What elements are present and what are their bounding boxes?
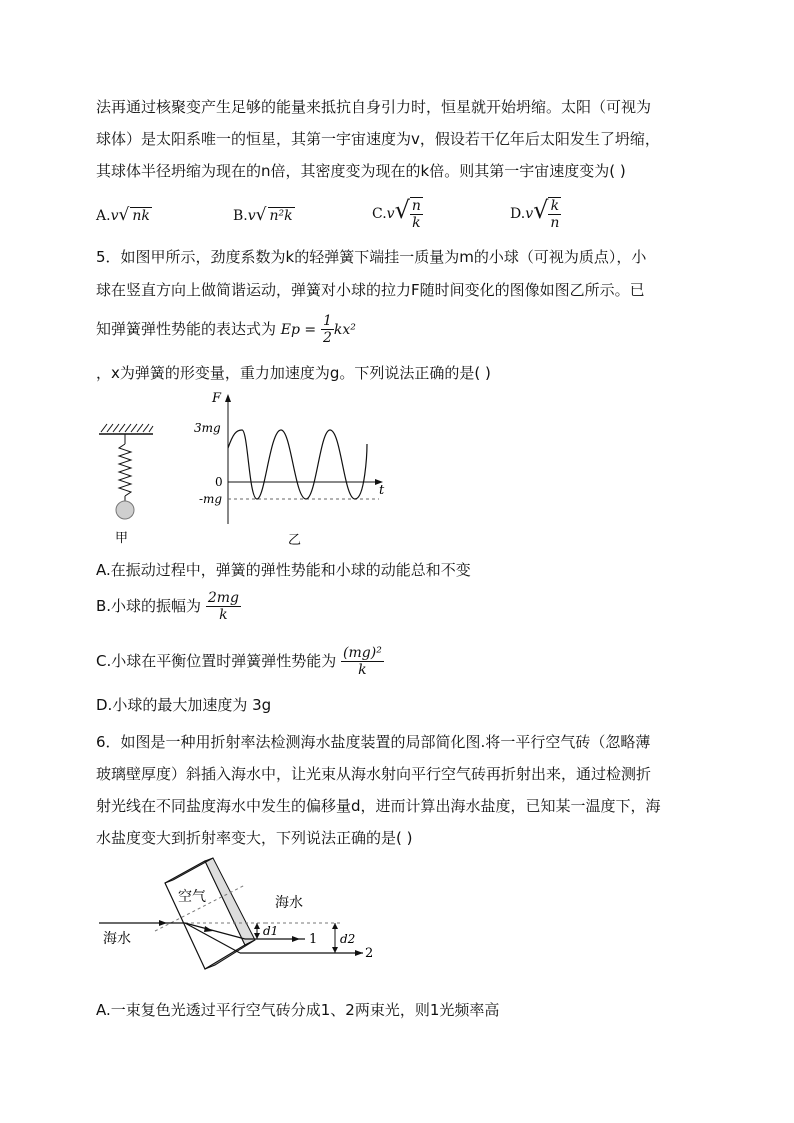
seawater-right-label: 海水 xyxy=(275,895,303,911)
q4-option-a[interactable]: A.v√ nk xyxy=(96,205,150,225)
q6-text-line-2: 玻璃壁厚度）斜插入海水中，让光束从海水射向平行空气砖再折射出来，通过检测折 xyxy=(96,765,652,783)
d1-label: d1 xyxy=(263,924,279,938)
q5-text-line-1: 5．如图甲所示，劲度系数为k的轻弹簧下端挂一质量为m的小球（可视为质点），小 xyxy=(96,248,647,266)
q5-text-line-3: 知弹簧弹性势能的表达式为 Ep = $\frac{1}{2}$ kx² xyxy=(96,313,356,346)
air-label: 空气 xyxy=(178,889,206,905)
d2-label: d2 xyxy=(340,932,356,946)
air-brick xyxy=(165,858,255,969)
ray-1-label: 1 xyxy=(309,932,318,947)
spring-ball-diagram xyxy=(99,424,153,519)
force-time-graph xyxy=(225,394,383,524)
q6-text-line-4: 水盐度变大到折射率变大，下列说法正确的是( ) xyxy=(96,829,413,847)
figure-yi-label: 乙 xyxy=(288,533,302,548)
elastic-energy-formula-lhs: Ep = xyxy=(280,322,317,338)
q5-option-b[interactable]: B.小球的振幅为 $\frac{2mg}{k}$ xyxy=(96,590,239,623)
q5-option-d[interactable]: D.小球的最大加速度为 3g xyxy=(96,696,272,714)
q6-option-a[interactable]: A.一束复色光透过平行空气砖分成1、2两束光，则1光频率高 xyxy=(96,1001,500,1019)
q6-text-line-1: 6．如图是一种用折射率法检测海水盐度装置的局部简化图.将一平行空气砖（忽略薄 xyxy=(96,733,651,751)
q6-text-line-3: 射光线在不同盐度海水中发生的偏移量d，进而计算出海水盐度，已知某一温度下，海 xyxy=(96,797,661,815)
q5-text-line-4: ，x为弹簧的形变量，重力加速度为g。下列说法正确的是( ) xyxy=(96,364,491,382)
q4-text-line-2: 球体）是太阳系唯一的恒星，其第一宇宙速度为v，假设若干亿年后太阳发生了坍缩， xyxy=(96,130,660,148)
axis-t-label: t xyxy=(379,483,385,498)
q5-text-line-2: 球在竖直方向上做简谐运动，弹簧对小球的拉力F随时间变化的图像如图乙所示。已 xyxy=(96,281,645,299)
q4-text-line-3: 其球体半径坍缩为现在的n倍，其密度变为现在的k倍。则其第一宇宙速度变为( ) xyxy=(96,162,626,180)
force-curve xyxy=(228,430,367,499)
q4-option-b[interactable]: B.v√ n²k xyxy=(233,205,293,225)
q4-option-c[interactable]: C.v√ $\frac{n}{k}$ xyxy=(372,196,421,231)
figure-jia-label: 甲 xyxy=(115,531,129,546)
q4-option-d[interactable]: D.v√ $\frac{k}{n}$ xyxy=(510,196,560,231)
q6-refraction-figure xyxy=(95,853,385,985)
tick-zero: 0 xyxy=(215,475,223,489)
q5-option-a[interactable]: A.在振动过程中，弹簧的弹性势能和小球的动能总和不变 xyxy=(96,561,471,579)
tick-3mg: 3mg xyxy=(194,421,221,435)
axis-f-label: F xyxy=(212,392,222,406)
seawater-left-label: 海水 xyxy=(103,931,131,947)
ray-2-label: 2 xyxy=(365,946,374,961)
tick-neg-mg: -mg xyxy=(199,492,223,506)
q5-option-c[interactable]: C.小球在平衡位置时弹簧弹性势能为 $\frac{\text{(mg)²}}{k}$ xyxy=(96,645,382,678)
q5-figure xyxy=(95,392,395,548)
q4-text-line-1: 法再通过核聚变产生足够的能量来抵抗自身引力时，恒星就开始坍缩。太阳（可视为 xyxy=(96,98,652,116)
